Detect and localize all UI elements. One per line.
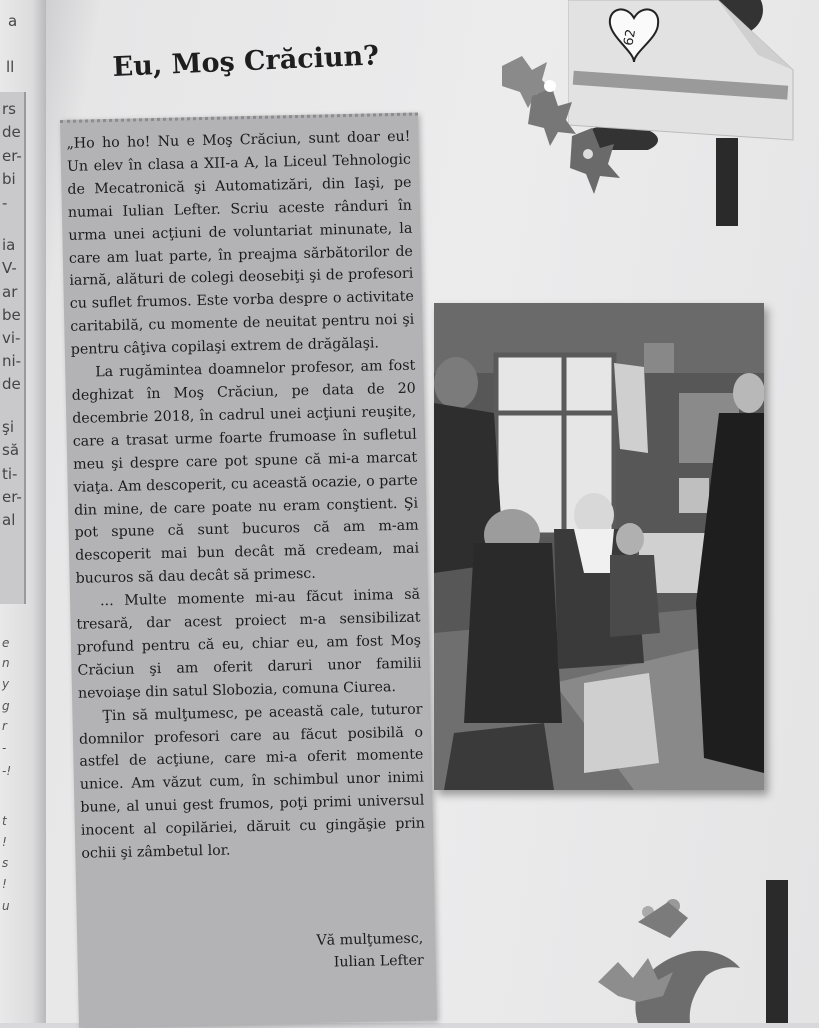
prev-fragment: s — [2, 856, 9, 870]
prev-fragment: be — [2, 306, 21, 324]
prev-fragment: -! — [2, 764, 12, 778]
prev-fragment: ll — [6, 58, 15, 76]
article-photo — [434, 303, 764, 790]
prev-fragment: a — [8, 12, 18, 30]
holly-decoration-top-icon — [492, 36, 642, 216]
dolphin-holly-decoration-icon — [578, 892, 748, 1023]
article-paragraph: „Ho ho ho! Nu e Moş Crăciun, sunt doar eu! Un elev în clasa a XII-a A, la Liceul Tehnologic de Mecatronică şi Automatizări, din Iaşi, pe numai Iulian Lefter. Scriu aceste rânduri în urma unei acţiuni de voluntariat minunate, la care am luat parte, în preajma sărbătorilor de iarnă, alături de colegi deosebiţi şi de profesori cu suflet frumos. Este vorba despre o activitate caritabilă, cu momente de neuitat pentru noi şi pentru câţiva copilaşi extrem de drăgălaşi. — [66, 128, 415, 358]
prev-fragment: ! — [2, 835, 7, 849]
prev-fragment: e — [2, 636, 10, 650]
prev-fragment: t — [2, 814, 7, 828]
article-signoff — [316, 928, 424, 974]
prev-fragment: - — [2, 741, 7, 755]
prev-fragment: de — [2, 123, 21, 141]
prev-fragment: vi- — [2, 329, 21, 347]
prev-fragment: bi — [2, 170, 16, 188]
decorative-strip-top — [716, 138, 738, 226]
prev-fragment: ar — [2, 283, 18, 301]
prev-fragment: ! — [2, 877, 7, 891]
prev-fragment: rs — [2, 100, 16, 118]
prev-fragment: al — [2, 511, 16, 529]
prev-fragment: să — [2, 441, 20, 459]
prev-fragment: ia — [2, 236, 16, 254]
prev-fragment: y — [2, 677, 10, 691]
prev-fragment: - — [2, 194, 8, 212]
article-text-box — [60, 113, 437, 1028]
prev-fragment: g — [2, 699, 10, 713]
prev-fragment: ti- — [2, 465, 18, 483]
closing-line: Vă mulţumesc, — [316, 930, 424, 949]
article-body — [66, 126, 425, 866]
prev-fragment: er- — [2, 147, 22, 165]
article-paragraph: Ţin să mulţumesc, pe această cale, tuturor domnilor profesori care au făcut posibilă o astfel de acţiune, care mi-a oferit momente unice. Am văzut cum, în schimbul unor inimi bune, al unui gest frumos, poţi primi universul inocent al copilăriei, dăruit cu gingăşie prin ochii şi zâmbetul lor. — [78, 701, 425, 862]
santa-photo-image — [434, 303, 764, 790]
article-paragraph: ... Multe momente mi-au făcut inima să tresară, dar acest proiect m-a sensibilizat profund pentru că eu, chiar eu, am fost Moş Crăciun şi am oferit daruri unor familii nevoiaşe din satul Slobozia, comuna Ciurea. — [76, 586, 422, 702]
page-number: 62 — [621, 28, 640, 47]
previous-page-edge — [0, 0, 46, 1023]
prev-fragment: n — [2, 656, 10, 670]
article-paragraph: La rugămintea doamnelor profesor, am fost deghizat în Moş Crăciun, pe data de 20 decembrie 2018, în cadrul unei acţiuni reuşite, care a trasat urme foarte frumoase în sufletul meu şi despre care pot spune că mi-a marcat viaţa. Am descoperit, cu această ocazie, o parte din mine, de care poate nu eram conştient. Şi pot spune că sunt bucuros că am m-am descoperit mai bun decât mă credeam, mai bucuros să dau decât să primesc. — [71, 357, 420, 587]
prev-fragment: de — [2, 375, 21, 393]
prev-fragment: ni- — [2, 352, 22, 370]
author-name: Iulian Lefter — [333, 952, 424, 971]
decorative-strip-bottom — [766, 880, 788, 1023]
article-title: Eu, Moş Crăciun? — [112, 40, 380, 83]
prev-fragment: r — [2, 719, 7, 733]
prev-fragment: u — [2, 899, 10, 913]
prev-fragment: şi — [2, 418, 14, 436]
prev-fragment: V- — [2, 259, 17, 277]
prev-fragment: er- — [2, 488, 22, 506]
